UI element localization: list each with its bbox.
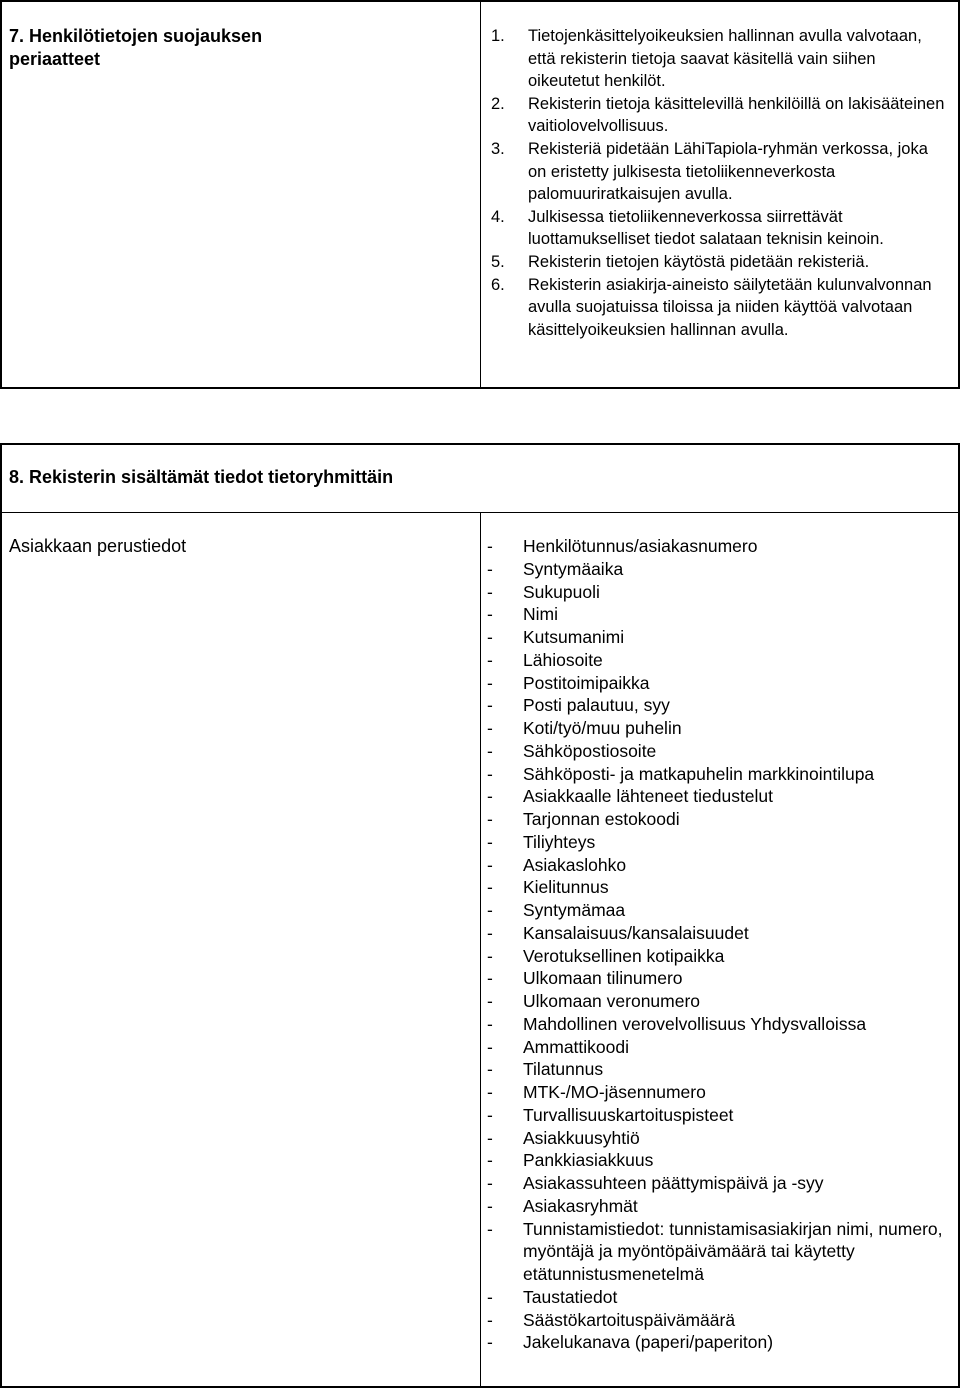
dash-bullet: - [487,1013,493,1034]
group-label-customer-basic-info: Asiakkaan perustiedot [9,536,187,556]
field-label: Kansalaisuus/kansalaisuudet [523,922,749,943]
field-item [486,1081,946,1104]
field-label: Asiakkuusyhtiö [523,1127,640,1148]
dash-bullet: - [487,1127,493,1148]
field-item [486,1331,946,1354]
dash-bullet: - [487,1036,493,1057]
field-item [486,649,946,672]
dash-bullet: - [487,900,493,920]
dash-bullet: - [487,831,493,852]
field-item [486,1172,946,1195]
field-item [486,1195,946,1218]
principle-number: 1. [491,27,505,45]
dash-bullet: - [487,1309,493,1330]
principle-item [491,251,948,274]
dash-bullet: - [487,991,493,1011]
dash-bullet: - [487,581,493,602]
field-label: Kielitunnus [523,877,609,898]
field-label: Ulkomaan veronumero [523,991,701,1011]
dash-bullet: - [487,695,493,716]
field-item [486,581,946,604]
customer-fields-list [486,535,946,1354]
dash-bullet: - [487,672,493,693]
field-label: Jakelukanava (paperi/paperiton) [523,1332,774,1353]
dash-bullet: - [487,786,493,807]
field-item [486,672,946,695]
dash-bullet: - [487,968,493,989]
field-item [486,785,946,808]
dash-bullet: - [487,718,493,738]
principle-text: Rekisterin tietojen käytöstä pidetään rekisteriä. [528,252,870,271]
field-label: Pankkiasiakkuus [523,1150,654,1171]
field-item [486,808,946,831]
dash-bullet: - [487,877,493,898]
field-item [486,1286,946,1309]
field-item [486,899,946,922]
field-item [486,1309,946,1332]
dash-bullet: - [487,649,493,670]
field-item [486,1218,946,1286]
field-label: Lähiosoite [523,649,603,670]
section8-heading: 8. Rekisterin sisältämät tiedot tietoryhmittäin [9,467,394,487]
field-item [486,1104,946,1127]
principle-text: Julkisessa tietoliikenneverkossa siirrettävät luottamukselliset tiedot salataan teknisin keinoin. [528,207,884,249]
dash-bullet: - [487,1218,493,1239]
principle-number: 6. [491,275,505,294]
field-label: Sähköposti- ja matkapuhelin markkinointilupa [523,763,875,784]
field-label: Tilatunnus [523,1059,604,1080]
dash-bullet: - [487,809,493,829]
field-item [486,535,946,558]
field-label: Postitoimipaikka [523,672,650,693]
field-item [486,717,946,740]
field-item [486,1149,946,1172]
dash-bullet: - [487,627,493,647]
field-item [486,1058,946,1081]
field-label: Henkilötunnus/asiakasnumero [523,536,758,556]
dash-bullet: - [487,1104,493,1125]
field-label: Mahdollinen verovelvollisuus Yhdysvalloissa [523,1013,867,1034]
field-item [486,740,946,763]
field-label: Posti palautuu, syy [523,695,670,716]
principle-number: 2. [491,94,505,113]
field-item [486,1036,946,1059]
dash-bullet: - [487,1286,493,1307]
principle-number: 3. [491,139,505,158]
field-item [486,1013,946,1036]
field-item [486,967,946,990]
field-label: Syntymämaa [523,900,626,920]
dash-bullet: - [487,1150,493,1171]
field-label: Tunnistamistiedot: tunnistamisasiakirjan nimi, numero, myöntäjä ja myöntöpäivämäärä tai käytetty etätunnistusmenetelmä [523,1218,943,1284]
field-label: Taustatiedot [523,1286,618,1307]
field-label: MTK-/MO-jäsennumero [523,1082,706,1102]
principle-number: 4. [491,207,505,226]
field-label: Sukupuoli [523,581,600,602]
principle-number: 5. [491,252,505,271]
field-item [486,694,946,717]
principle-text: Rekisterin asiakirja-aineisto säilytetään kulunvalvonnan avulla suojatuissa tiloissa ja niiden käyttöä valvotaan käsittelyoikeuksien hallinnan avulla. [528,275,932,339]
section7-heading: 7. Henkilötietojen suojauksen periaatteet [9,26,263,69]
dash-bullet: - [487,1195,493,1216]
principle-text: Tietojenkäsittelyoikeuksien hallinnan avulla valvotaan, että rekisterin tietoja saavat käsitellä vain siihen oikeutetut henkilöt. [528,27,922,91]
field-label: Asiakkaalle lähteneet tiedustelut [523,786,774,807]
dash-bullet: - [487,558,493,579]
field-label: Kutsumanimi [523,627,625,647]
field-item [486,876,946,899]
field-item [486,990,946,1013]
field-label: Nimi [523,604,558,625]
field-item [486,945,946,968]
field-label: Syntymäaika [523,558,624,579]
principle-text: Rekisterin tietoja käsittelevillä henkilöillä on lakisääteinen vaitiolovelvollisuus. [528,94,945,136]
field-item [486,854,946,877]
field-item [486,558,946,581]
field-label: Ulkomaan tilinumero [523,968,683,989]
section7-column-divider [480,2,481,387]
field-label: Tiliyhteys [523,831,596,852]
dash-bullet: - [487,1082,493,1102]
field-item [486,1127,946,1150]
field-item [486,763,946,786]
principle-text: Rekisteriä pidetään LähiTapiola-ryhmän verkossa, joka on eristetty julkisesta tietoliikenneverkosta palomuuriratkaisujen avulla. [528,139,928,204]
section8-column-divider [480,512,481,1386]
dash-bullet: - [487,1332,493,1353]
field-label: Verotuksellinen kotipaikka [523,945,725,966]
principle-item [491,206,948,251]
field-label: Ammattikoodi [523,1036,630,1057]
field-label: Asiakaslohko [523,854,627,875]
dash-bullet: - [487,854,493,875]
field-label: Säästökartoituspäivämäärä [523,1309,736,1330]
field-label: Turvallisuuskartoituspisteet [523,1104,734,1125]
field-item [486,603,946,626]
dash-bullet: - [487,945,493,966]
field-label: Tarjonnan estokoodi [523,809,680,829]
field-label: Koti/työ/muu puhelin [523,718,682,738]
dash-bullet: - [487,740,493,761]
dash-bullet: - [487,1173,493,1193]
principle-item [491,138,948,206]
field-item [486,831,946,854]
dash-bullet: - [487,922,493,943]
field-item [486,922,946,945]
dash-bullet: - [487,763,493,784]
dash-bullet: - [487,536,493,556]
dash-bullet: - [487,604,493,625]
field-label: Sähköpostiosoite [523,740,657,761]
principle-item [491,274,948,342]
field-label: Asiakassuhteen päättymispäivä ja -syy [523,1173,824,1193]
principle-item [491,93,948,138]
dash-bullet: - [487,1059,493,1080]
field-label: Asiakasryhmät [523,1195,638,1216]
principles-list [491,25,948,341]
principle-item [491,25,948,93]
field-item [486,626,946,649]
